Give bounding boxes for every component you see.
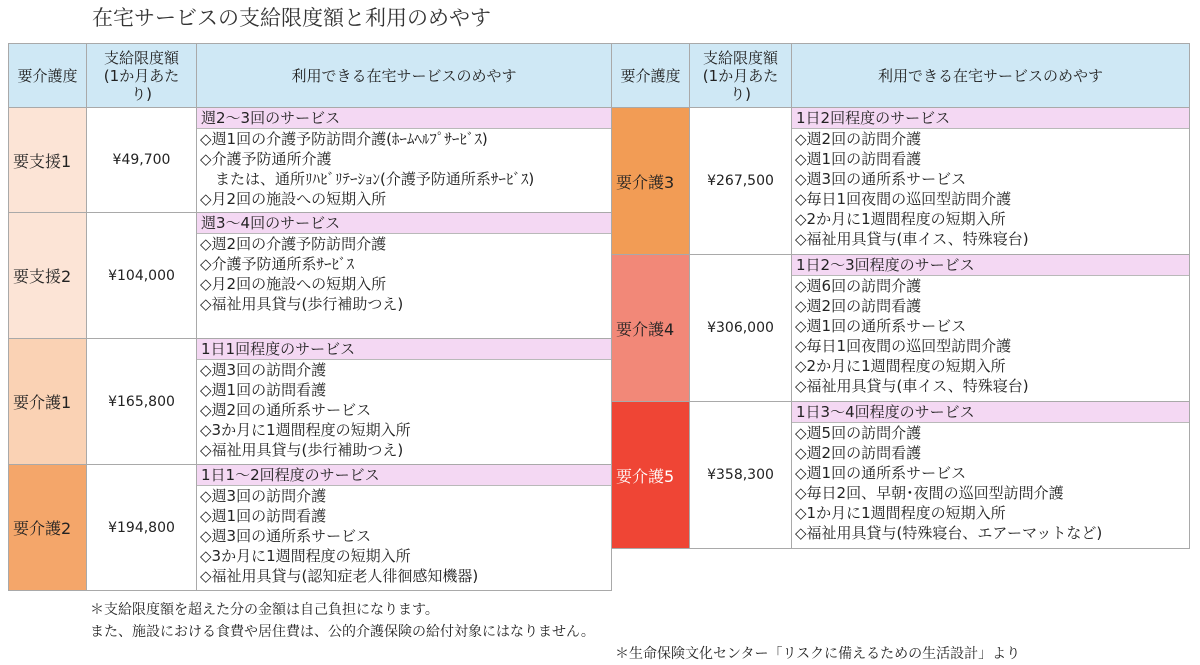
care-level-cell: 要介護2 <box>9 465 87 591</box>
service-item: ◇3か月に1週間程度の短期入所 <box>200 547 411 565</box>
service-frequency-heading: 1日1～2回程度のサービス <box>197 465 611 486</box>
note-2: また、施設における食費や居住費は、公的介護保険の給付対象にはなりません。 <box>90 624 595 640</box>
service-item: ◇週1回の訪問看護 <box>200 381 327 399</box>
service-frequency-heading: 1日3～4回程度のサービス <box>792 402 1189 423</box>
service-item: ◇週1回の介護予防訪問介護(ﾎｰﾑﾍﾙﾌﾟｻｰﾋﾞｽ) <box>200 130 488 148</box>
services-cell <box>197 108 612 213</box>
limit-amount-cell: ¥49,700 <box>87 108 197 213</box>
care-level-row <box>612 402 1190 549</box>
service-item: ◇週1回の通所系サービス <box>795 317 967 335</box>
service-item: ◇週2回の訪問看護 <box>795 444 922 462</box>
service-frequency-heading: 1日1回程度のサービス <box>197 339 611 360</box>
care-level-cell: 要介護1 <box>9 339 87 465</box>
care-level-cell: 要介護3 <box>612 108 690 255</box>
right-table <box>611 43 1190 549</box>
services-header: 利用できる在宅サービスのめやす <box>197 44 612 108</box>
service-item: ◇週6回の訪問介護 <box>795 277 922 295</box>
care-level-row <box>9 339 612 465</box>
service-item: ◇週2回の介護予防訪問介護 <box>200 235 387 253</box>
services-cell <box>792 108 1190 255</box>
level-header: 要介護度 <box>9 44 87 108</box>
care-level-cell: 要支援2 <box>9 213 87 339</box>
service-item: または、通所ﾘﾊﾋﾞﾘﾃｰｼｮﾝ(介護予防通所系ｻｰﾋﾞｽ) <box>200 170 535 188</box>
service-item: ◇週2回の訪問看護 <box>795 297 922 315</box>
service-item: ◇毎日2回、早朝･夜間の巡回型訪問介護 <box>795 484 1064 502</box>
service-item: ◇週2回の通所系サービス <box>200 401 372 419</box>
services-cell <box>197 339 612 465</box>
services-header: 利用できる在宅サービスのめやす <box>792 44 1190 108</box>
note-1: ＊支給限度額を超えた分の金額は自己負担になります。 <box>90 602 439 618</box>
amount-header-line: り) <box>131 84 152 103</box>
care-level-cell: 要支援1 <box>9 108 87 213</box>
care-level-cell: 要介護4 <box>612 255 690 402</box>
service-item: ◇毎日1回夜間の巡回型訪問介護 <box>795 190 1012 208</box>
services-cell <box>197 465 612 591</box>
service-item: ◇週1回の通所系サービス <box>795 464 967 482</box>
service-item: ◇週3回の訪問介護 <box>200 361 327 379</box>
amount-header-line: (1か月あた <box>103 66 180 85</box>
amount-header-line: り) <box>730 84 751 103</box>
service-item: ◇週2回の訪問介護 <box>795 130 922 148</box>
service-item: ◇週3回の通所系サービス <box>795 170 967 188</box>
care-level-row <box>612 108 1190 255</box>
service-item: ◇月2回の施設への短期入所 <box>200 275 387 293</box>
service-item: ◇福祉用具貸与(認知症老人徘徊感知機器) <box>200 567 479 585</box>
care-level-cell: 要介護5 <box>612 402 690 549</box>
service-item: ◇3か月に1週間程度の短期入所 <box>200 421 411 439</box>
service-frequency-heading: 1日2～3回程度のサービス <box>792 255 1189 276</box>
service-item: ◇介護予防通所介護 <box>200 150 332 168</box>
care-level-row <box>9 465 612 591</box>
amount-header-line: 支給限度額 <box>702 48 778 67</box>
left-table <box>8 43 612 591</box>
service-item: ◇福祉用具貸与(特殊寝台、エアーマットなど) <box>795 524 1103 542</box>
service-frequency-heading: 1日2回程度のサービス <box>792 108 1189 129</box>
services-cell <box>792 402 1190 549</box>
limit-amount-cell: ¥358,300 <box>690 402 792 549</box>
service-frequency-heading: 週2～3回のサービス <box>197 108 611 129</box>
service-item: ◇週1回の訪問看護 <box>795 150 922 168</box>
services-cell <box>197 213 612 339</box>
page-title: 在宅サービスの支給限度額と利用のめやす <box>92 6 491 30</box>
care-level-row <box>9 213 612 339</box>
service-item: ◇福祉用具貸与(車イス、特殊寝台) <box>795 230 1029 248</box>
limit-amount-cell: ¥267,500 <box>690 108 792 255</box>
service-item: ◇福祉用具貸与(歩行補助つえ) <box>200 295 404 313</box>
service-item: ◇2か月に1週間程度の短期入所 <box>795 210 1006 228</box>
amount-header <box>690 44 792 108</box>
service-item: ◇2か月に1週間程度の短期入所 <box>795 357 1006 375</box>
amount-header-line: (1か月あた <box>702 66 779 85</box>
level-header: 要介護度 <box>612 44 690 108</box>
service-item: ◇週3回の訪問介護 <box>200 487 327 505</box>
service-item: ◇月2回の施設への短期入所 <box>200 190 387 208</box>
care-level-row <box>9 108 612 213</box>
service-item: ◇介護予防通所系ｻｰﾋﾞｽ <box>200 255 355 273</box>
source-note: ＊生命保険文化センター「リスクに備えるための生活設計」より <box>615 646 1021 662</box>
service-item: ◇週3回の通所系サービス <box>200 527 372 545</box>
amount-header-line: 支給限度額 <box>103 48 179 67</box>
care-level-row <box>612 255 1190 402</box>
limit-amount-cell: ¥165,800 <box>87 339 197 465</box>
amount-header <box>87 44 197 108</box>
limit-amount-cell: ¥194,800 <box>87 465 197 591</box>
service-item: ◇福祉用具貸与(歩行補助つえ) <box>200 441 404 459</box>
limit-amount-cell: ¥104,000 <box>87 213 197 339</box>
service-item: ◇週5回の訪問介護 <box>795 424 922 442</box>
service-item: ◇福祉用具貸与(車イス、特殊寝台) <box>795 377 1029 395</box>
limit-amount-cell: ¥306,000 <box>690 255 792 402</box>
service-item: ◇毎日1回夜間の巡回型訪問介護 <box>795 337 1012 355</box>
service-item: ◇1か月に1週間程度の短期入所 <box>795 504 1006 522</box>
service-frequency-heading: 週3～4回のサービス <box>197 213 611 234</box>
service-item: ◇週1回の訪問看護 <box>200 507 327 525</box>
services-cell <box>792 255 1190 402</box>
